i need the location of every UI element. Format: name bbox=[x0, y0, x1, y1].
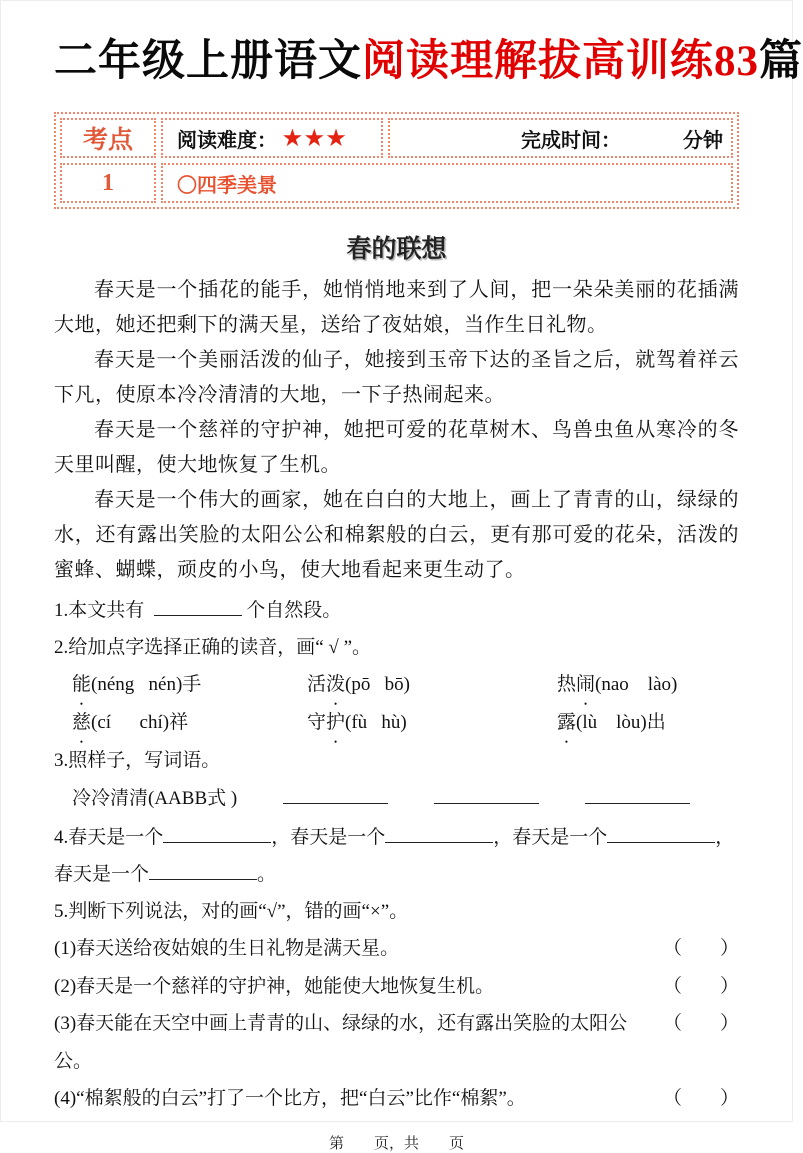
answer-parentheses: （ ） bbox=[662, 938, 739, 960]
pinyin-choice: 守护(fù hù) bbox=[307, 704, 557, 742]
question-1-suffix: 个自然段。 bbox=[246, 600, 342, 622]
question-4-line-1: 4.春天是一个 ，春天是一个 ，春天是一个 ， bbox=[54, 819, 739, 856]
answer-blank bbox=[585, 785, 690, 804]
exam-point-text: 考点 bbox=[82, 127, 133, 155]
exam-point-label bbox=[60, 118, 156, 158]
difficulty-stars-icon: ★★★ bbox=[283, 125, 349, 150]
article-title: 春的联想 bbox=[346, 236, 447, 264]
exam-point-number bbox=[60, 163, 156, 203]
dotted-character: 慈 bbox=[72, 712, 92, 734]
question-3-example-label: 冷冷清清(AABB式 ) bbox=[72, 788, 238, 810]
topic-label: 〇四季美景 bbox=[177, 174, 277, 197]
question-5: 5.判断下列说法，对的画“√”，错的画“×”。 bbox=[54, 901, 409, 923]
page-title-black-part: 二年级上册语文 bbox=[54, 38, 362, 85]
answer-blank bbox=[607, 824, 715, 843]
pinyin-choice: 活泼(pō bō) bbox=[307, 666, 557, 704]
questions-section bbox=[54, 592, 739, 1118]
dotted-character: 露 bbox=[557, 712, 577, 734]
question-4-line-2: 春天是一个 。 bbox=[54, 856, 739, 893]
answer-blank bbox=[434, 785, 539, 804]
pinyin-choice: 慈(cí chí)祥 bbox=[72, 704, 307, 742]
time-unit: 分钟 bbox=[683, 129, 723, 152]
answer-blank bbox=[163, 824, 271, 843]
dotted-character: 护 bbox=[326, 712, 346, 734]
answer-parentheses: （ ） bbox=[662, 975, 739, 997]
question-1-text: 1.本文共有 bbox=[54, 600, 145, 622]
judge-item: (2)春天是一个慈祥的守护神，她能使大地恢复生机。 （ ） bbox=[54, 968, 739, 1006]
article-paragraph: 春天是一个伟大的画家，她在白白的大地上，画上了青青的山，绿绿的水，还有露出笑脸的太阳公公和棉絮般的白云，更有那可爱的花朵，活泼的蜜蜂、蝴蝶，顽皮的小鸟，使大地看起来更生动了。 bbox=[54, 489, 739, 582]
question-1 bbox=[54, 592, 739, 629]
question-2: 2.给加点字选择正确的读音，画“ √ ”。 bbox=[54, 637, 372, 659]
answer-parentheses: （ ） bbox=[662, 1013, 739, 1035]
judge-item: (4)“棉絮般的白云”打了一个比方，把“白云”比作“棉絮”。 （ ） bbox=[54, 1080, 739, 1118]
pinyin-choice: 能(néng nén)手 bbox=[72, 666, 307, 704]
answer-blank bbox=[149, 861, 257, 880]
answer-blank bbox=[154, 597, 242, 616]
pinyin-choice: 露(lù lòu)出 bbox=[557, 704, 739, 742]
page-title-black-suffix: 篇 bbox=[759, 38, 803, 85]
pinyin-choice: 热闹(nao lào) bbox=[557, 666, 739, 704]
dotted-character: 泼 bbox=[326, 674, 346, 696]
difficulty-cell bbox=[161, 118, 383, 158]
difficulty-label: 阅读难度： bbox=[177, 129, 277, 152]
judge-item: (3)春天能在天空中画上青青的山、绿绿的水，还有露出笑脸的太阳公公。 （ ） bbox=[54, 1005, 739, 1080]
topic-cell bbox=[161, 163, 733, 203]
exam-info-box bbox=[54, 112, 739, 209]
answer-blank bbox=[385, 824, 493, 843]
page-title-red-part: 阅读理解拔高训练83 bbox=[362, 38, 759, 85]
question-3: 3.照样子，写词语。 bbox=[54, 750, 221, 772]
answer-parentheses: （ ） bbox=[662, 1088, 739, 1110]
exam-point-number-text: 1 bbox=[102, 169, 114, 196]
time-label: 完成时间： bbox=[521, 129, 621, 152]
completion-time-cell bbox=[388, 118, 733, 158]
article-paragraph: 春天是一个美丽活泼的仙子，她接到玉帝下达的圣旨之后，就驾着祥云下凡，使原本冷冷清清的大地，一下子热闹起来。 bbox=[54, 349, 739, 407]
article-body bbox=[54, 273, 739, 588]
page-number-footer: 第 页，共 页 bbox=[328, 1135, 464, 1152]
dotted-character: 能 bbox=[72, 674, 92, 696]
judge-item: (1)春天送给夜姑娘的生日礼物是满天星。 （ ） bbox=[54, 930, 739, 968]
answer-blank bbox=[283, 785, 388, 804]
page-title bbox=[54, 37, 803, 86]
dotted-character: 闹 bbox=[576, 674, 596, 696]
pinyin-choices bbox=[54, 666, 739, 742]
article-paragraph: 春天是一个慈祥的守护神，她把可爱的花草树木、鸟兽虫鱼从寒冷的冬天里叫醒，使大地恢复了生机。 bbox=[54, 419, 739, 477]
article-paragraph: 春天是一个插花的能手，她悄悄地来到了人间，把一朵朵美丽的花插满大地，她还把剩下的满天星，送给了夜姑娘，当作生日礼物。 bbox=[54, 279, 739, 337]
question-3-example bbox=[54, 779, 739, 819]
